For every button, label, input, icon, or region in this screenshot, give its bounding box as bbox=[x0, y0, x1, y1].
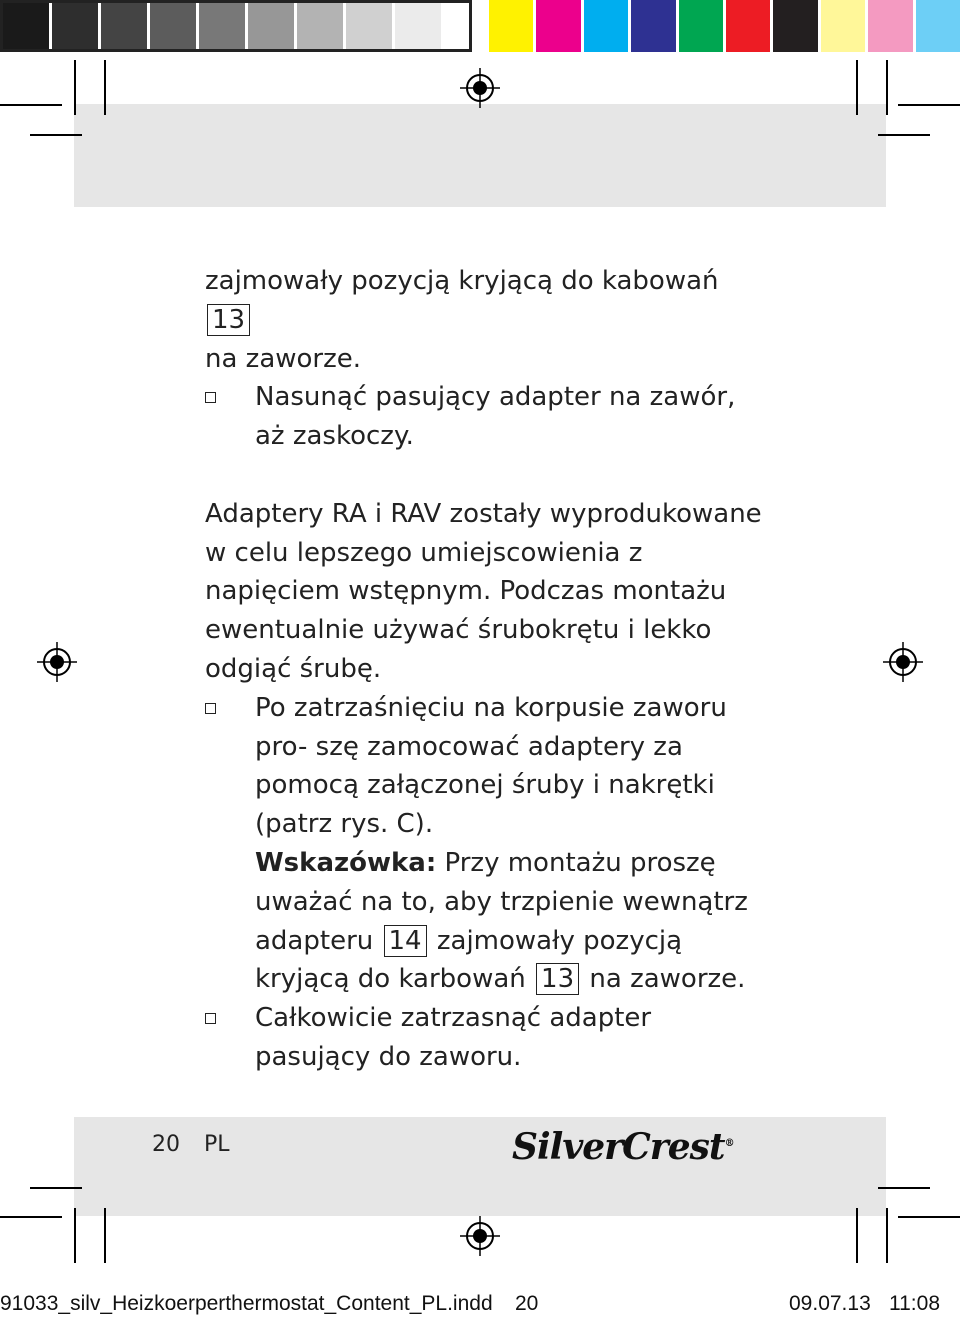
registration-mark-icon bbox=[883, 642, 923, 682]
hint-text: na zaworze. bbox=[589, 964, 746, 995]
hint-text: zajmowały pozycją kryjącą do karbowań bbox=[255, 925, 683, 995]
crop-mark bbox=[30, 1187, 82, 1189]
list-item bbox=[205, 689, 765, 999]
gray-swatch bbox=[52, 3, 101, 49]
crop-mark bbox=[104, 60, 106, 115]
list-item bbox=[205, 378, 765, 456]
crop-mark bbox=[886, 60, 888, 115]
list-item-text: Całkowicie zatrzasnąć adapter pasujący do zaworu. bbox=[255, 1003, 652, 1072]
list-item-text: Po zatrzaśnięciu na korpusie zaworu pro- szę zamocować adaptery za pomocą załączonej śruby i nakrętki (patrz rys. C). bbox=[255, 692, 727, 840]
registered-mark: ® bbox=[724, 1138, 734, 1149]
process-color-swatch bbox=[723, 0, 770, 52]
paragraph bbox=[205, 495, 765, 689]
checkbox-bullet-icon bbox=[205, 1013, 216, 1024]
manual-text bbox=[205, 262, 765, 1077]
process-color-swatch bbox=[486, 0, 533, 52]
gray-swatch bbox=[101, 3, 150, 49]
registration-mark-icon bbox=[460, 68, 500, 108]
crop-mark bbox=[74, 60, 76, 115]
crop-mark bbox=[878, 1187, 930, 1189]
slug-date: 09.07.13 bbox=[789, 1292, 871, 1315]
page-number: 20 bbox=[152, 1132, 180, 1157]
continuation-text: zajmowały pozycją kryjącą do kabowań bbox=[205, 266, 719, 296]
process-color-swatch bbox=[818, 0, 865, 52]
brand-logo bbox=[512, 1126, 734, 1168]
slug-filename: 91033_silv_Heizkoerperthermostat_Content_PL.indd bbox=[0, 1292, 493, 1315]
hint-text: Przy montażu proszę uważać na to, aby trzpienie wewnątrz adapteru bbox=[255, 847, 748, 956]
crop-mark bbox=[0, 1216, 62, 1218]
slug-time: 11:08 bbox=[889, 1292, 940, 1315]
process-color-swatch bbox=[581, 0, 628, 52]
gray-swatch bbox=[297, 3, 346, 49]
footer-band bbox=[74, 1117, 886, 1216]
list-item bbox=[205, 999, 765, 1077]
part-reference: 13 bbox=[207, 304, 250, 336]
slug-page: 20 bbox=[515, 1292, 539, 1315]
process-color-swatch bbox=[628, 0, 675, 52]
crop-mark bbox=[104, 1208, 106, 1263]
gray-swatch bbox=[199, 3, 248, 49]
continuation-text-end: na zaworze. bbox=[205, 343, 362, 374]
crop-mark bbox=[856, 60, 858, 115]
part-reference: 13 bbox=[536, 963, 579, 995]
hint-label: Wskazówka: bbox=[255, 847, 437, 878]
brand-name: SilverCrest bbox=[512, 1126, 725, 1168]
gray-swatch bbox=[395, 3, 444, 49]
crop-mark bbox=[0, 104, 62, 106]
list-item-text: Nasunąć pasujący adapter na zawór, aż zaskoczy. bbox=[255, 382, 736, 452]
language-code: PL bbox=[204, 1132, 230, 1157]
gray-color-bar bbox=[0, 0, 472, 52]
process-color-swatch bbox=[770, 0, 817, 52]
gray-swatch bbox=[150, 3, 199, 49]
header-band bbox=[74, 104, 886, 207]
registration-mark-icon bbox=[37, 642, 77, 682]
process-color-swatch bbox=[533, 0, 580, 52]
crop-mark bbox=[878, 134, 930, 136]
process-color-swatch bbox=[676, 0, 723, 52]
crop-mark bbox=[74, 1208, 76, 1263]
process-color-swatch bbox=[865, 0, 912, 52]
registration-mark-icon bbox=[460, 1216, 500, 1256]
process-color-swatch bbox=[913, 0, 960, 52]
paragraph-text: Adaptery RA i RAV zostały wyprodukowane w celu lepszego umiejscowienia z napięciem wstępnym. Podczas montażu ewentualnie używać śrubokrętu i lekko odgiąć śrubę. bbox=[205, 498, 762, 684]
crop-mark bbox=[30, 134, 82, 136]
gray-swatch bbox=[346, 3, 395, 49]
process-color-bar bbox=[486, 0, 960, 52]
gray-swatch bbox=[248, 3, 297, 49]
checkbox-bullet-icon bbox=[205, 392, 216, 403]
crop-mark bbox=[856, 1208, 858, 1263]
crop-mark bbox=[898, 104, 960, 106]
gray-swatch bbox=[3, 3, 52, 49]
crop-mark bbox=[886, 1208, 888, 1263]
checkbox-bullet-icon bbox=[205, 703, 216, 714]
part-reference: 14 bbox=[384, 925, 427, 957]
paragraph-continuation bbox=[205, 262, 765, 378]
crop-mark bbox=[898, 1216, 960, 1218]
